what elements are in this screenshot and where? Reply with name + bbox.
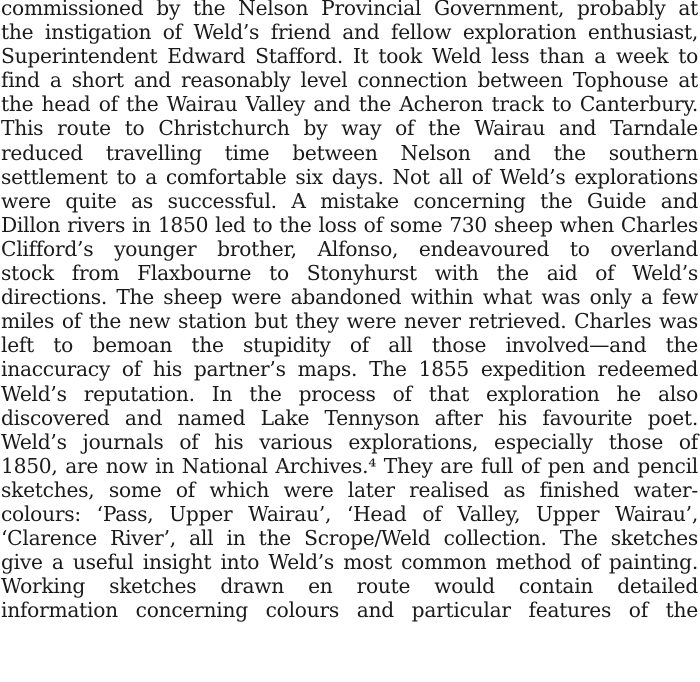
text-line: inaccuracy of his partner’s maps. The 1855 expedition redeemed — [1, 357, 698, 382]
text-line: Superintendent Edward Stafford. It took Weld less than a week to — [1, 44, 698, 69]
text-line: give a useful insight into Weld’s most common method of painting. — [1, 550, 698, 575]
text-line: colours: ‘Pass, Upper Wairau’, ‘Head of Valley, Upper Wairau’, — [1, 501, 698, 526]
text-line: settlement to a comfortable six days. Not all of Weld’s explorations — [1, 164, 698, 189]
text-line: This route to Christchurch by way of the Wairau and Tarndale — [1, 116, 698, 141]
text-line: Weld’s journals of his various explorations, especially those of — [1, 429, 698, 454]
text-line: reduced travelling time between Nelson and the southern — [1, 140, 698, 165]
text-line: were quite as successful. A mistake concerning the Guide and — [1, 188, 698, 213]
text-line: left to bemoan the stupidity of all those involved—and the — [1, 333, 698, 358]
text-line: 1850, are now in National Archives.⁴ They are full of pen and pencil — [1, 453, 698, 478]
text-line: directions. The sheep were abandoned within what was only a few — [1, 285, 698, 310]
text-line: miles of the new station but they were never retrieved. Charles was — [1, 309, 698, 334]
text-line: commissioned by the Nelson Provincial Government, probably at — [1, 0, 698, 20]
text-line: Weld’s reputation. In the process of that exploration he also — [1, 381, 698, 406]
text-line: the instigation of Weld’s friend and fellow exploration enthusiast, — [1, 20, 698, 45]
text-line: find a short and reasonably level connection between Tophouse at — [1, 68, 698, 93]
text-line: stock from Flaxbourne to Stonyhurst with the aid of Weld’s — [1, 261, 698, 286]
text-line: Working sketches drawn en route would contain detailed — [1, 574, 698, 599]
text-line: ‘Clarence River’, all in the Scrope/Weld collection. The sketches — [1, 526, 698, 551]
text-line: sketches, some of which were later realised as finished water- — [1, 477, 698, 502]
text-line: Dillon rivers in 1850 led to the loss of some 730 sheep when Charles — [1, 212, 698, 237]
document-page — [1, 0, 698, 622]
text-line: information concerning colours and particular features of the — [1, 598, 698, 623]
text-line: discovered and named Lake Tennyson after his favourite poet. — [1, 405, 698, 430]
text-line: the head of the Wairau Valley and the Acheron track to Canterbury. — [1, 92, 698, 117]
text-line: Clifford’s younger brother, Alfonso, endeavoured to overland — [1, 236, 698, 261]
